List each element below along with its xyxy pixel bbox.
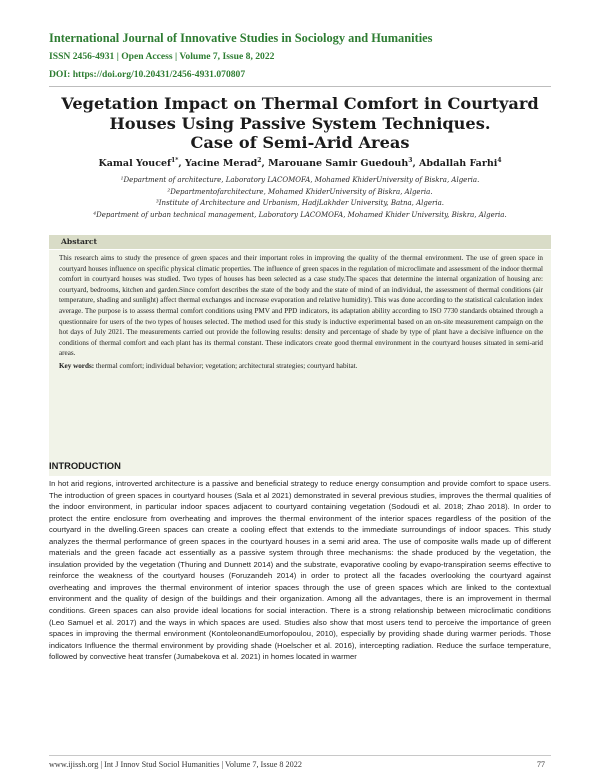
- affiliation-1: ¹Department of architecture, Laboratory LACOMOFA, Mohamed KhiderUniversity of Biskra, Algeria.: [120, 176, 480, 184]
- affiliation-4: ⁴Department of urban technical management, Laboratory LACOMOFA, Mohamed Khider University, Biskra, Algeria.: [93, 210, 507, 219]
- keywords: [59, 361, 543, 372]
- footer-divider: [49, 755, 551, 756]
- affiliation-2: ²Departmentofarchitecture, Mohamed KhiderUniversity of Biskra, Algeria.: [167, 187, 433, 196]
- affiliation-3: ³Institute of Architecture and Urbanism, HadjLakhder University, Batna, Algeria.: [155, 199, 445, 208]
- author-2: , Yacine Merad: [178, 158, 258, 170]
- title-line-3: Case of Semi-Arid Areas: [190, 133, 410, 152]
- abstract-heading: Abstarct: [61, 237, 98, 246]
- affiliations: [40, 175, 560, 221]
- journal-issn: ISSN 2456-4931 | Open Access | Volume 7, Issue 8, 2022: [49, 51, 275, 62]
- paper-title: [40, 94, 560, 153]
- journal-header: [49, 31, 569, 81]
- author-1-sup: 1*: [171, 157, 179, 164]
- author-4-sup: 4: [497, 157, 502, 164]
- author-4: , Abdallah Farhi: [412, 158, 498, 170]
- keywords-text: thermal comfort; individual behavior; vegetation; architectural strategies; courtyard habitat.: [94, 361, 358, 370]
- footer-citation: www.ijissh.org | Int J Innov Stud Sociol Humanities | Volume 7, Issue 8 2022: [49, 760, 302, 769]
- title-line-1: Vegetation Impact on Thermal Comfort in Courtyard: [61, 94, 539, 113]
- introduction-text: In hot arid regions, introverted architecture is a passive and beneficial strategy to reduce energy consumption and provide comfort to space users. The introduction of green spaces in courtyard houses (Sala et al 2021) demonstrated in several previous studies, improves the thermal qualities of the indoor environment, in particular indoor spaces adjacent to courtyard containing vegetation (Sodoudi et al. 2018; Zhao 2018). In order to protect the entire enclosure from overheating and improves the thermal environment of the interior spaces regardless of the position of the courtyard in the dwelling.Green spaces can create a cooling effect that extends to the immediate surroundings of indoor spaces. This study analyzes the thermal performance of green spaces in the courtyard houses in a semi arid area. The use of composite walls made up of different materials and the green facade act essentially as a passive system through three mechanisms: the shade produced by the vegetation, the insulation provided by the vegetation (Thuring and Dunnett 2014) and the substrate, evaporative cooling by evapo-transpiration seems effective to reinforce the weakness of the courtyard houses (Foruzandeh 2014) in order to protect all the facades overlooking the courtyard against overheating and improves the thermal environment of interior spaces through the use of green spaces which are linked to the contextual environment and the quality of design of the buildings and their organization. Among all the advantages, there is an improvement in thermal conditions. Green spaces can also provide ideal locations for social interaction. There is a strong relationship between microclimatic conditions (Leo Samuel et al. 2017) and the ways in which spaces are used. Studies also show that most users tend to perceive the importance of green spaces in improving the thermal environment (KontoleonandEumorfopoulou, 2010), especially by providing shade during warmer periods. Those indicators Influence the thermal environment by providing shade (Hoelscher et al. 2016), intercepting radiation. Reduce the surface temperature, followed by convective heat transfer (Jumabekova et al. 2021) in homes located in warmer: [49, 479, 551, 662]
- title-line-2: Houses Using Passive System Techniques.: [109, 113, 491, 133]
- abstract-heading-bar: [49, 235, 551, 249]
- abstract-text: This research aims to study the presence of green spaces and their important roles in improving the quality of the thermal environment. The use of green space in courtyard houses influence on specific physical climatic properties. The influence of green spaces in the regulation of microclimate and assessment of the indoor thermal comfort in courtyard houses was studied. Two types of houses has been selected as a case study.The spaces that determine the internal organization of housing are: courtyard, bedrooms, kitchen and garden.Since comfort describes the state of the body and the state of mind of an individual, the assessment of thermal conditions (air temperature, shading and sunlight) affect thermal exchanges and increase evaporation and relative humidity). This was done according to the statistical calculation index average. The purpose is to assess thermal comfort conditions using PMV and PPD indicators, its adaptation ability according to ISO 7730 standards obtained through a questionnaire for users of the two types of houses selected. The method used for this study is inductive experimental based on an on-site measurement campaign on the hot days of July 2021. The measurements carried out provide the following results: density and percentage of shade by type of plant have a decisive influence on the conditions of thermal comfort and each plant has its thermal constant. These indicators create good thermal environment in the courtyard houses situated in semi-arid areas.: [59, 254, 543, 358]
- abstract-body: [59, 253, 543, 372]
- keywords-label: Key words:: [59, 361, 95, 370]
- page-number: 77: [536, 760, 545, 769]
- page-footer: [49, 758, 551, 772]
- author-1: Kamal Youcef: [98, 158, 172, 170]
- author-3-sup: 3: [408, 157, 413, 164]
- introduction-heading: INTRODUCTION: [49, 460, 121, 471]
- author-3: , Marouane Samir Guedouh: [261, 158, 409, 170]
- author-list: [40, 157, 560, 169]
- author-2-sup: 2: [257, 157, 262, 164]
- journal-doi[interactable]: DOI: https://doi.org/10.20431/2456-4931.070807: [49, 69, 246, 80]
- journal-name: International Journal of Innovative Studies in Sociology and Humanities: [49, 31, 433, 45]
- header-divider: [49, 86, 551, 87]
